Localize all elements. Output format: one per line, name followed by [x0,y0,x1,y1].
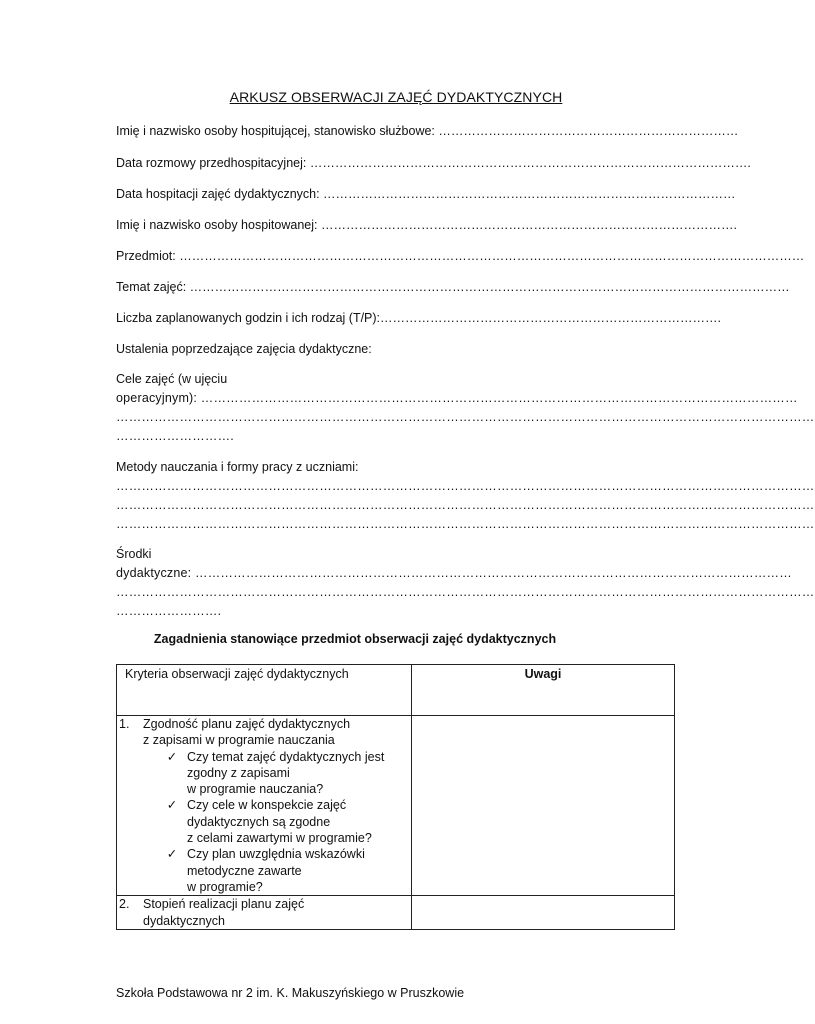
check-question: dydaktycznych są zgodne [187,814,331,829]
checkmark-icon: ✓ [166,847,178,862]
check-question: metodyczne zawarte [187,863,302,878]
criteria-text: z zapisami w programie nauczania [143,733,335,748]
row-number: 1. [119,717,130,731]
criteria-cell [117,716,412,896]
field-methods-line: ………………………………………………………………………………………………………………………………………………… [116,498,815,512]
criteria-cell [117,896,412,930]
criteria-text: Zgodność planu zajęć dydaktycznych [143,717,351,731]
check-question: w programie? [187,879,263,894]
field-observation-date: Data hospitacji zajęć dydaktycznych: ……………………………………………………………………………………… [116,187,736,201]
field-methods-label: Metody nauczania i formy pracy z uczniami: [116,460,359,474]
field-pre-meeting-date: Data rozmowy przedhospitacyjnej: ……………………………………………………………………………………………. [116,156,751,170]
table-row [117,896,675,930]
field-prior-arrangements: Ustalenia poprzedzające zajęcia dydaktyczne: [116,342,372,356]
section-title: Zagadnienia stanowiące przedmiot obserwacji zajęć dydaktycznych [153,632,557,646]
check-question: Czy cele w konspekcie zajęć [187,798,347,813]
check-question: z celami zawartymi w programie? [187,831,372,846]
notes-cell [412,896,675,930]
field-observer: Imię i nazwisko osoby hospitującej, stanowisko służbowe: ……………………………………………………………… [116,124,739,138]
field-goals-label: Cele zajęć (w ujęciu [116,372,228,386]
check-question: zgodny z zapisami [187,765,290,780]
field-topic: Temat zajęć: ……………………………………………………………………………………………………………………………… [116,280,790,294]
header-criteria: Kryteria obserwacji zajęć dydaktycznych [117,665,412,716]
check-question: Czy temat zajęć dydaktycznych jest [187,749,385,764]
field-means-label: Środki [116,547,152,561]
field-means-line: ……………………. [116,604,222,618]
field-means-line: dydaktyczne: …………………………………………………………………………………………………………………………… [116,566,792,580]
header-notes: Uwagi [412,665,675,716]
field-goals-line: ………………………. [116,429,234,443]
table-header-row [117,665,675,716]
check-question: Czy plan uwzględnia wskazówki [187,847,365,862]
criteria-table [116,664,675,930]
table-row [117,716,675,896]
field-subject: Przedmiot: …………………………………………………………………………………………………………………………………… [116,249,805,263]
checkmark-icon: ✓ [166,749,178,764]
field-hours: Liczba zaplanowanych godzin i ich rodzaj (T/P):………………………………………………………………………. [116,311,721,325]
field-goals-line: ………………………………………………………………………………………………………………………………………………… [116,410,815,424]
criteria-text: dydaktycznych [143,913,225,928]
field-goals-line: operacyjnym): …………………………………………………………………………………………………………………………… [116,391,798,405]
check-question: w programie nauczania? [187,782,324,797]
field-methods-line: ………………………………………………………………………………………………………………………………………………… [116,479,815,493]
notes-cell [412,716,675,896]
footer-school-name: Szkoła Podstawowa nr 2 im. K. Makuszyńskiego w Pruszkowie [116,986,465,1000]
criteria-text: Stopień realizacji planu zajęć [143,897,305,912]
field-means-line: ………………………………………………………………………………………………………………………………………………… [116,585,815,599]
row-number: 2. [119,897,130,912]
field-methods-line: ………………………………………………………………………………………………………………………………………………… [116,517,815,531]
document-title: ARKUSZ OBSERWACJI ZAJĘĆ DYDAKTYCZNYCH [229,89,563,105]
checkmark-icon: ✓ [166,798,178,813]
field-observed-person: Imię i nazwisko osoby hospitowanej: ………………………………………………………………………………………. [116,218,737,232]
